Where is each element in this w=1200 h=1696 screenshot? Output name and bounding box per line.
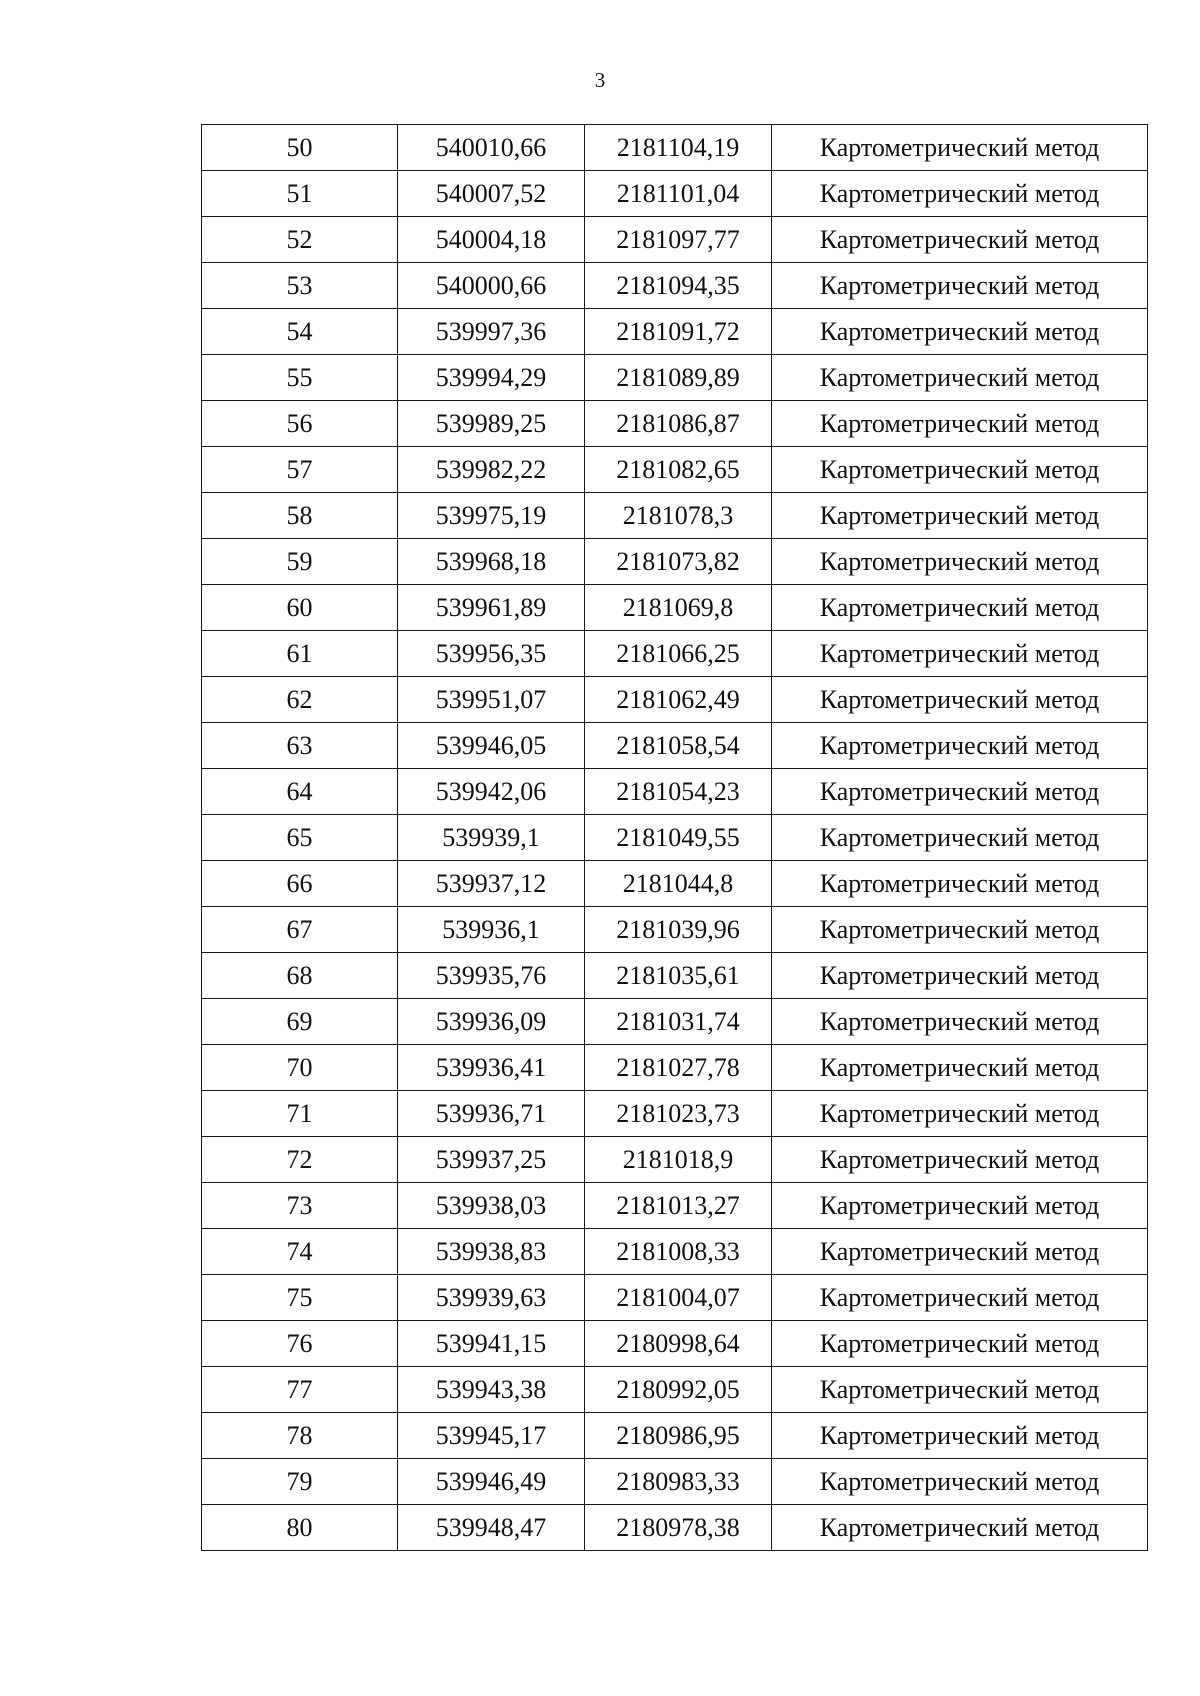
- method-cell: Картометрический метод: [772, 1367, 1148, 1413]
- method-cell: Картометрический метод: [772, 539, 1148, 585]
- x-coordinate-cell: 539946,49: [398, 1459, 585, 1505]
- y-coordinate-cell: 2181091,72: [585, 309, 772, 355]
- method-cell: Картометрический метод: [772, 861, 1148, 907]
- y-coordinate-cell: 2181086,87: [585, 401, 772, 447]
- point-number-cell: 56: [202, 401, 398, 447]
- method-cell: Картометрический метод: [772, 171, 1148, 217]
- y-coordinate-cell: 2180986,95: [585, 1413, 772, 1459]
- x-coordinate-cell: 540007,52: [398, 171, 585, 217]
- y-coordinate-cell: 2181008,33: [585, 1229, 772, 1275]
- y-coordinate-cell: 2181104,19: [585, 125, 772, 171]
- point-number-cell: 51: [202, 171, 398, 217]
- point-number-cell: 52: [202, 217, 398, 263]
- point-number-cell: 50: [202, 125, 398, 171]
- x-coordinate-cell: 539946,05: [398, 723, 585, 769]
- table-row: [202, 171, 1148, 217]
- method-cell: Картометрический метод: [772, 769, 1148, 815]
- method-cell: Картометрический метод: [772, 447, 1148, 493]
- table-row: [202, 1275, 1148, 1321]
- method-cell: Картометрический метод: [772, 1459, 1148, 1505]
- y-coordinate-cell: 2181094,35: [585, 263, 772, 309]
- table-row: [202, 677, 1148, 723]
- method-cell: Картометрический метод: [772, 999, 1148, 1045]
- x-coordinate-cell: 539968,18: [398, 539, 585, 585]
- table-row: [202, 1413, 1148, 1459]
- method-cell: Картометрический метод: [772, 401, 1148, 447]
- table-row: [202, 999, 1148, 1045]
- y-coordinate-cell: 2180992,05: [585, 1367, 772, 1413]
- point-number-cell: 77: [202, 1367, 398, 1413]
- table-row: [202, 1321, 1148, 1367]
- point-number-cell: 62: [202, 677, 398, 723]
- method-cell: Картометрический метод: [772, 1091, 1148, 1137]
- y-coordinate-cell: 2181031,74: [585, 999, 772, 1045]
- y-coordinate-cell: 2181013,27: [585, 1183, 772, 1229]
- x-coordinate-cell: 539975,19: [398, 493, 585, 539]
- table-row: [202, 953, 1148, 999]
- point-number-cell: 64: [202, 769, 398, 815]
- point-number-cell: 57: [202, 447, 398, 493]
- point-number-cell: 74: [202, 1229, 398, 1275]
- table-row: [202, 447, 1148, 493]
- y-coordinate-cell: 2181027,78: [585, 1045, 772, 1091]
- y-coordinate-cell: 2180983,33: [585, 1459, 772, 1505]
- method-cell: Картометрический метод: [772, 1137, 1148, 1183]
- method-cell: Картометрический метод: [772, 631, 1148, 677]
- x-coordinate-cell: 539941,15: [398, 1321, 585, 1367]
- point-number-cell: 59: [202, 539, 398, 585]
- point-number-cell: 68: [202, 953, 398, 999]
- y-coordinate-cell: 2181044,8: [585, 861, 772, 907]
- table-row: [202, 1183, 1148, 1229]
- table-row: [202, 263, 1148, 309]
- table-row: [202, 815, 1148, 861]
- point-number-cell: 72: [202, 1137, 398, 1183]
- y-coordinate-cell: 2181023,73: [585, 1091, 772, 1137]
- method-cell: Картометрический метод: [772, 585, 1148, 631]
- table-row: [202, 1505, 1148, 1551]
- table-row: [202, 723, 1148, 769]
- y-coordinate-cell: 2181078,3: [585, 493, 772, 539]
- table-row: [202, 539, 1148, 585]
- table-row: [202, 631, 1148, 677]
- method-cell: Картометрический метод: [772, 723, 1148, 769]
- x-coordinate-cell: 539994,29: [398, 355, 585, 401]
- point-number-cell: 54: [202, 309, 398, 355]
- table-row: [202, 1367, 1148, 1413]
- y-coordinate-cell: 2181054,23: [585, 769, 772, 815]
- table-row: [202, 907, 1148, 953]
- y-coordinate-cell: 2181082,65: [585, 447, 772, 493]
- x-coordinate-cell: 539989,25: [398, 401, 585, 447]
- x-coordinate-cell: 539939,63: [398, 1275, 585, 1321]
- y-coordinate-cell: 2181058,54: [585, 723, 772, 769]
- y-coordinate-cell: 2181039,96: [585, 907, 772, 953]
- x-coordinate-cell: 539936,41: [398, 1045, 585, 1091]
- x-coordinate-cell: 539938,83: [398, 1229, 585, 1275]
- method-cell: Картометрический метод: [772, 263, 1148, 309]
- x-coordinate-cell: 539945,17: [398, 1413, 585, 1459]
- point-number-cell: 58: [202, 493, 398, 539]
- method-cell: Картометрический метод: [772, 1229, 1148, 1275]
- point-number-cell: 80: [202, 1505, 398, 1551]
- table-row: [202, 1091, 1148, 1137]
- x-coordinate-cell: 540000,66: [398, 263, 585, 309]
- x-coordinate-cell: 539951,07: [398, 677, 585, 723]
- method-cell: Картометрический метод: [772, 953, 1148, 999]
- method-cell: Картометрический метод: [772, 493, 1148, 539]
- x-coordinate-cell: 539937,12: [398, 861, 585, 907]
- method-cell: Картометрический метод: [772, 1183, 1148, 1229]
- x-coordinate-cell: 539961,89: [398, 585, 585, 631]
- y-coordinate-cell: 2181062,49: [585, 677, 772, 723]
- table-row: [202, 1137, 1148, 1183]
- point-number-cell: 65: [202, 815, 398, 861]
- method-cell: Картометрический метод: [772, 677, 1148, 723]
- table-row: [202, 309, 1148, 355]
- table-row: [202, 861, 1148, 907]
- y-coordinate-cell: 2181097,77: [585, 217, 772, 263]
- x-coordinate-cell: 539939,1: [398, 815, 585, 861]
- table-row: [202, 493, 1148, 539]
- y-coordinate-cell: 2180978,38: [585, 1505, 772, 1551]
- point-number-cell: 67: [202, 907, 398, 953]
- y-coordinate-cell: 2181073,82: [585, 539, 772, 585]
- x-coordinate-cell: 540010,66: [398, 125, 585, 171]
- table-row: [202, 217, 1148, 263]
- method-cell: Картометрический метод: [772, 309, 1148, 355]
- x-coordinate-cell: 539936,09: [398, 999, 585, 1045]
- point-number-cell: 70: [202, 1045, 398, 1091]
- method-cell: Картометрический метод: [772, 355, 1148, 401]
- method-cell: Картометрический метод: [772, 1505, 1148, 1551]
- method-cell: Картометрический метод: [772, 815, 1148, 861]
- method-cell: Картометрический метод: [772, 1321, 1148, 1367]
- page-number: 3: [594, 68, 606, 92]
- y-coordinate-cell: 2180998,64: [585, 1321, 772, 1367]
- x-coordinate-cell: 539936,1: [398, 907, 585, 953]
- point-number-cell: 63: [202, 723, 398, 769]
- y-coordinate-cell: 2181018,9: [585, 1137, 772, 1183]
- point-number-cell: 61: [202, 631, 398, 677]
- x-coordinate-cell: 539948,47: [398, 1505, 585, 1551]
- x-coordinate-cell: 539935,76: [398, 953, 585, 999]
- x-coordinate-cell: 539937,25: [398, 1137, 585, 1183]
- coordinates-table: [201, 124, 1148, 1551]
- point-number-cell: 71: [202, 1091, 398, 1137]
- x-coordinate-cell: 539997,36: [398, 309, 585, 355]
- table-row: [202, 1229, 1148, 1275]
- point-number-cell: 53: [202, 263, 398, 309]
- point-number-cell: 76: [202, 1321, 398, 1367]
- x-coordinate-cell: 539982,22: [398, 447, 585, 493]
- table-row: [202, 769, 1148, 815]
- x-coordinate-cell: 539943,38: [398, 1367, 585, 1413]
- point-number-cell: 73: [202, 1183, 398, 1229]
- method-cell: Картометрический метод: [772, 125, 1148, 171]
- coordinates-table-body: [202, 125, 1148, 1551]
- y-coordinate-cell: 2181089,89: [585, 355, 772, 401]
- method-cell: Картометрический метод: [772, 1275, 1148, 1321]
- x-coordinate-cell: 540004,18: [398, 217, 585, 263]
- x-coordinate-cell: 539938,03: [398, 1183, 585, 1229]
- y-coordinate-cell: 2181066,25: [585, 631, 772, 677]
- method-cell: Картометрический метод: [772, 1413, 1148, 1459]
- point-number-cell: 60: [202, 585, 398, 631]
- point-number-cell: 55: [202, 355, 398, 401]
- x-coordinate-cell: 539956,35: [398, 631, 585, 677]
- y-coordinate-cell: 2181069,8: [585, 585, 772, 631]
- point-number-cell: 78: [202, 1413, 398, 1459]
- point-number-cell: 79: [202, 1459, 398, 1505]
- method-cell: Картометрический метод: [772, 907, 1148, 953]
- table-row: [202, 585, 1148, 631]
- y-coordinate-cell: 2181035,61: [585, 953, 772, 999]
- y-coordinate-cell: 2181101,04: [585, 171, 772, 217]
- y-coordinate-cell: 2181004,07: [585, 1275, 772, 1321]
- x-coordinate-cell: 539936,71: [398, 1091, 585, 1137]
- method-cell: Картометрический метод: [772, 217, 1148, 263]
- x-coordinate-cell: 539942,06: [398, 769, 585, 815]
- table-row: [202, 1459, 1148, 1505]
- y-coordinate-cell: 2181049,55: [585, 815, 772, 861]
- point-number-cell: 66: [202, 861, 398, 907]
- table-row: [202, 355, 1148, 401]
- table-row: [202, 125, 1148, 171]
- table-row: [202, 401, 1148, 447]
- method-cell: Картометрический метод: [772, 1045, 1148, 1091]
- point-number-cell: 69: [202, 999, 398, 1045]
- point-number-cell: 75: [202, 1275, 398, 1321]
- table-row: [202, 1045, 1148, 1091]
